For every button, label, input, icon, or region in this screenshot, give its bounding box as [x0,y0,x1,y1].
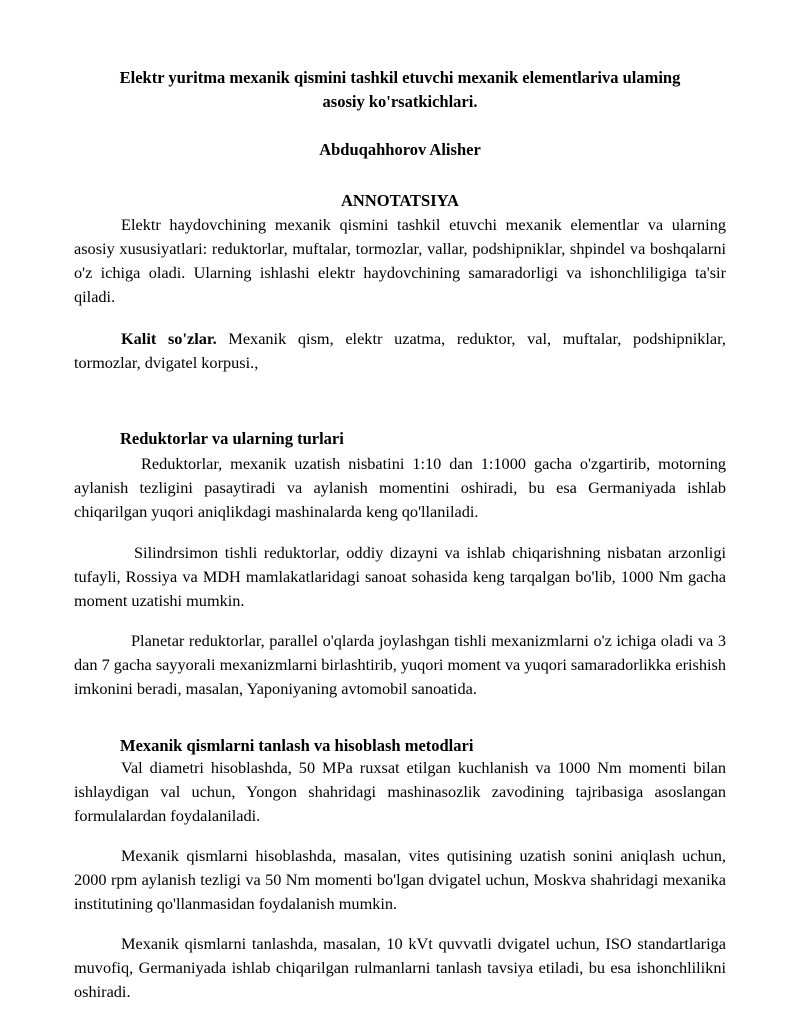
section2-paragraph-3: Mexanik qismlarni tanlashda, masalan, 10 kVt quvvatli dvigatel uchun, ISO standartlariga muvofiq, Germaniyada ishlab chiqarilgan rulmanlarni tanlash tavsiya etiladi, bu esa ishonchlilikni oshiradi. [74,934,726,1001]
section1-paragraph-2: Silindrsimon tishli reduktorlar, oddiy dizayni va ishlab chiqarishning nisbatan arzonligi tufayli, Rossiya va MDH mamlakatlaridagi sanoat sohasida keng tarqalgan bo'lib, 1000 Nm gacha moment uzatishi mumkin. [74,543,726,610]
annotation-paragraph: Elektr haydovchining mexanik qismini tashkil etuvchi mexanik elementlar va ularning asosiy xususiyatlari: reduktorlar, muftalar, tormozlar, vallar, podshipniklar, shpindel va boshqalarni o'z ichiga oladi. Ularning ishlashi elektr haydovchining samaradorligi va ishonchliligiga ta'sir qiladi. [74,215,726,306]
section1-paragraph-3: Planetar reduktorlar, parallel o'qlarda joylashgan tishli mexanizmlarni o'z ichiga oladi va 3 dan 7 gacha sayyorali mexanizmlarni birlashtirib, yuqori moment va yuqori samaradorlikka erishish imkonini beradi, masalan, Yaponiyaning avtomobil sanoatida. [74,631,726,698]
section2-paragraph-2: Mexanik qismlarni hisoblashda, masalan, vites qutisining uzatish sonini aniqlash uchun, 2000 rpm aylanish tezligi va 50 Nm momenti bo'lgan dvigatel uchun, Moskva shahridagi mexanika institutining qo'llanmasidan foydalanish mumkin. [74,846,726,913]
keywords-text: Mexanik qism, elektr uzatma, reduktor, val, muftalar, podshipniklar, tormozlar, dvigatel korpusi., [74,329,726,372]
annotation-heading: ANNOTATSIYA [341,191,459,210]
section1-paragraph-1: Reduktorlar, mexanik uzatish nisbatini 1:10 dan 1:1000 gacha o'zgartirib, motorning aylanish tezligini pasaytiradi va aylanish momentini oshiradi, bu esa Germaniyada ishlab chiqarilgan yuqori aniqlikdagi mashinalarda keng qo'llaniladi. [74,454,726,521]
document-title [74,66,726,114]
author-name: Abduqahhorov Alisher [319,140,481,159]
keywords-label: Kalit so'zlar. [121,329,217,348]
section-heading-methods: Mexanik qismlarni tanlash va hisoblash metodlari [120,736,474,755]
keywords-paragraph [74,327,726,375]
section2-paragraph-1: Val diametri hisoblashda, 50 MPa ruxsat etilgan kuchlanish va 1000 Nm momenti bilan ishlaydigan val uchun, Yongon shahridagi mashinasozlik zavodining tajribasiga asoslangan formulalardan foydalaniladi. [74,758,726,825]
title-line-1: Elektr yuritma mexanik qismini tashkil etuvchi mexanik elementlariva ulaming [119,68,681,87]
title-line-2: asosiy ko'rsatkichlari. [322,92,478,111]
section-heading-reducers: Reduktorlar va ularning turlari [120,429,344,448]
